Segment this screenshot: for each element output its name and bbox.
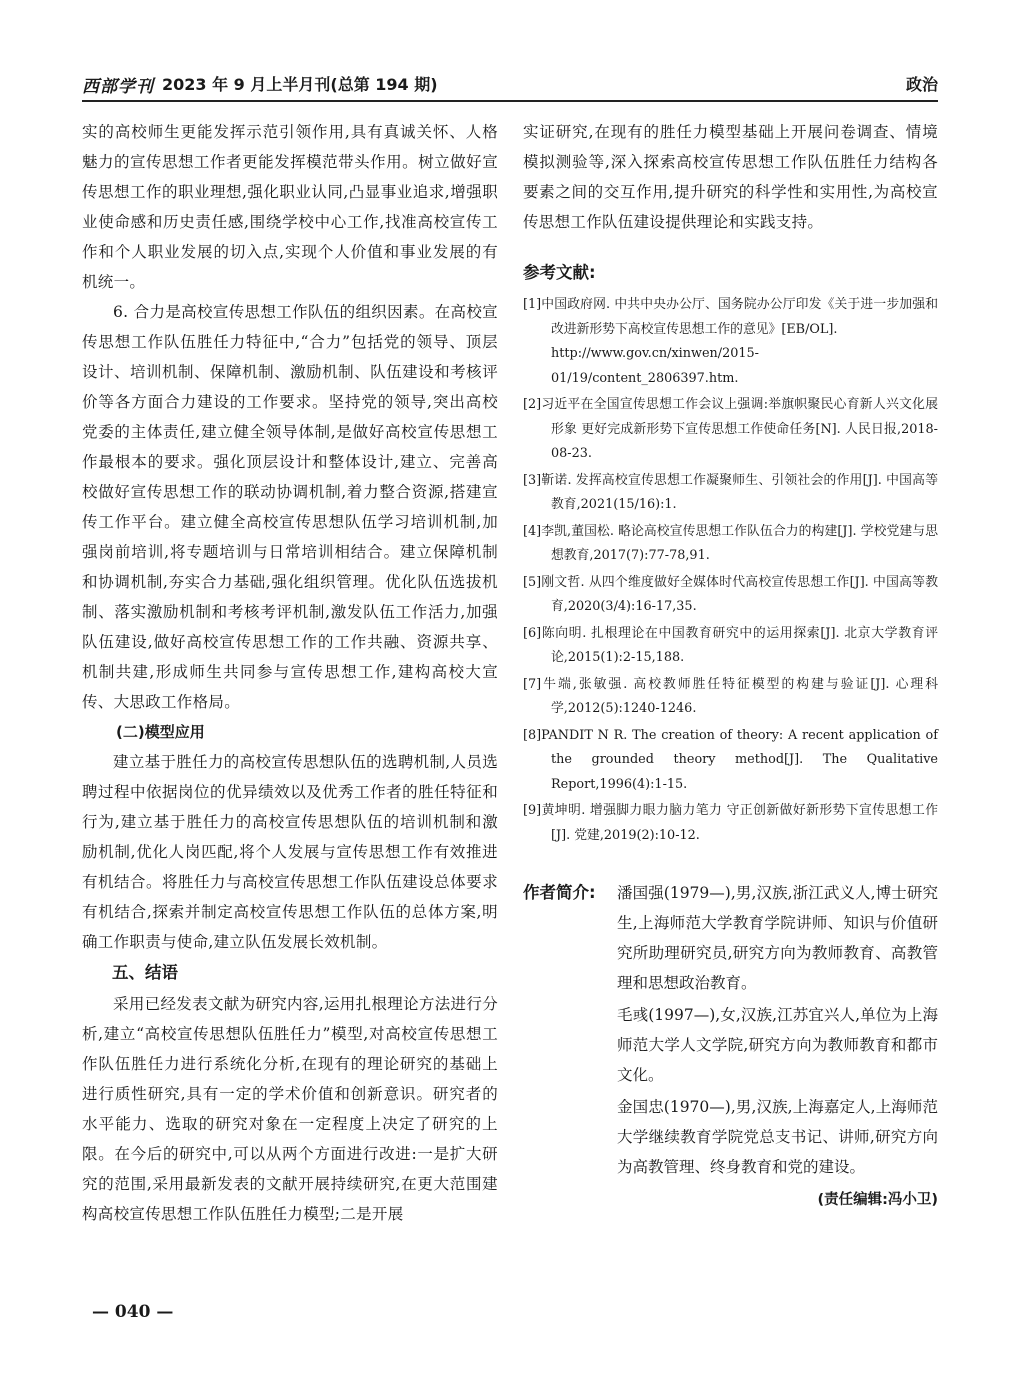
- reference-item: [2]习近平在全国宣传思想工作会议上强调:举旗帜聚民心育新人兴文化展形象 更好完成新形势下宣传思想工作使命任务[N]. 人民日报,2018-08-23.: [523, 397, 938, 461]
- page-header: [82, 70, 938, 102]
- author-entry: 毛彧(1997—),女,汉族,江苏宜兴人,单位为上海师范大学人文学院,研究方向为教师教育和都市文化。: [617, 1006, 938, 1084]
- paragraph: 实的高校师生更能发挥示范引领作用,具有真诚关怀、人格魅力的宣传思想工作者更能发挥模范带头作用。树立做好宣传思想工作的职业理想,强化职业认同,凸显事业追求,增强职业使命感和历史责任感,围绕学校中心工作,找准高校宣传工作和个人职业发展的切入点,实现个人价值和事业发展的有机统一。: [82, 123, 498, 291]
- reference-item: [5]刚文哲. 从四个维度做好全媒体时代高校宣传思想工作[J]. 中国高等教育,2020(3/4):16-17,35.: [523, 574, 938, 614]
- reference-item: [4]李凯,董国松. 略论高校宣传思想工作队伍合力的构建[J]. 学校党建与思想教育,2017(7):77-78,91.: [523, 523, 938, 563]
- reference-url: http://www.gov.cn/xinwen/2015-01/19/content_2806397.htm.: [551, 346, 759, 386]
- paragraph: 6. 合力是高校宣传思想工作队伍的组织因素。在高校宣传思想工作队伍胜任力特征中,“合力”包括党的领导、顶层设计、培训机制、保障机制、激励机制、队伍建设和考核评价等各方面合力建设的工作要求。坚持党的领导,突出高校党委的主体责任,建立健全领导体制,是做好高校宣传思想工作最根本的要求。强化顶层设计和整体设计,建立、完善高校做好宣传思想工作的联动协调机制,着力整合资源,搭建宣传工作平台。建立健全高校宣传思想队伍学习培训机制,加强岗前培训,将专题培训与日常培训相结合。建立保障机制和协调机制,夯实合力基础,强化组织管理。优化队伍选拔机制、落实激励机制和考核考评机制,激发队伍工作活力,加强队伍建设,做好高校宣传思想工作的工作共融、资源共享、机制共建,形成师生共同参与宣传思想工作,建构高校大宣传、大思政工作格局。: [82, 303, 498, 711]
- page-number: — 040 —: [92, 1302, 174, 1322]
- responsible-editor: (责任编辑:冯小卫): [817, 1192, 938, 1208]
- section-label: 政治: [905, 75, 938, 94]
- reference-item: [7]牛端,张敏强. 高校教师胜任特征模型的构建与验证[J]. 心理科学,2012(5):1240-1246.: [523, 676, 938, 716]
- author-bio: [523, 878, 938, 1182]
- reference-item: [8]PANDIT N R. The creation of theory: A recent application of the grounded theory method[J]. The Qualitative Report,1996(4):1-15.: [523, 727, 938, 792]
- author-entry: 潘国强(1979—),男,汉族,浙江武义人,博士研究生,上海师范大学教育学院讲师、知识与价值研究所助理研究员,研究方向为教师教育、高教管理和思想政治教育。: [617, 884, 938, 992]
- author-bio-label: 作者简介:: [523, 883, 596, 902]
- right-column: [523, 117, 938, 1209]
- paragraph: 实证研究,在现有的胜任力模型基础上开展问卷调查、情境模拟测验等,深入探索高校宣传思想工作队伍胜任力结构各要素之间的交互作用,提升研究的科学性和实用性,为高校宣传思想工作队伍建设提供理论和实践支持。: [523, 123, 938, 231]
- section-heading: 五、结语: [112, 963, 178, 982]
- author-entry: 金国忠(1970—),男,汉族,上海嘉定人,上海师范大学继续教育学院党总支书记、讲师,研究方向为高教管理、终身教育和党的建设。: [617, 1098, 938, 1176]
- reference-list: [523, 293, 938, 848]
- paragraph: 采用已经发表文献为研究内容,运用扎根理论方法进行分析,建立“高校宣传思想队伍胜任力”模型,对高校宣传思想工作队伍胜任力进行系统化分析,在现有的理论研究的基础上进行质性研究,具有一定的学术价值和创新意识。研究者的水平能力、选取的研究对象在一定程度上决定了研究的上限。在今后的研究中,可以从两个方面进行改进:一是扩大研究的范围,采用最新发表的文献开展持续研究,在更大范围建构高校宣传思想工作队伍胜任力模型;二是开展: [82, 995, 498, 1223]
- paragraph: 建立基于胜任力的高校宣传思想队伍的选聘机制,人员选聘过程中依据岗位的优异绩效以及优秀工作者的胜任特征和行为,建立基于胜任力的高校宣传思想队伍的培训机制和激励机制,优化人岗匹配,将个人发展与宣传思想工作有效推进有机结合。将胜任力与高校宣传思想工作队伍建设总体要求有机结合,探索并制定高校宣传思想工作队伍的总体方案,明确工作职责与使命,建立队伍发展长效机制。: [82, 753, 498, 951]
- reference-text: [1]中国政府网. 中共中央办公厅、国务院办公厅印发《关于进一步加强和改进新形势下高校宣传思想工作的意见》[EB/OL].: [523, 297, 938, 337]
- reference-item: [6]陈向明. 扎根理论在中国教育研究中的运用探索[J]. 北京大学教育评论,2015(1):2-15,188.: [523, 625, 938, 665]
- reference-item: [9]黄坤明. 增强脚力眼力脑力笔力 守正创新做好新形势下宣传思想工作[J]. 党建,2019(2):10-12.: [523, 803, 938, 843]
- issue-info: 2023 年 9 月上半月刊(总第 194 期): [162, 75, 438, 94]
- reference-item: [523, 293, 938, 391]
- journal-logo: 西部学刊: [82, 77, 154, 97]
- references-heading: 参考文献:: [523, 263, 596, 282]
- reference-item: [3]靳诺. 发挥高校宣传思想工作凝聚师生、引领社会的作用[J]. 中国高等教育,2021(15/16):1.: [523, 472, 938, 512]
- left-column: [82, 117, 498, 1229]
- subsection-heading: (二)模型应用: [116, 723, 205, 741]
